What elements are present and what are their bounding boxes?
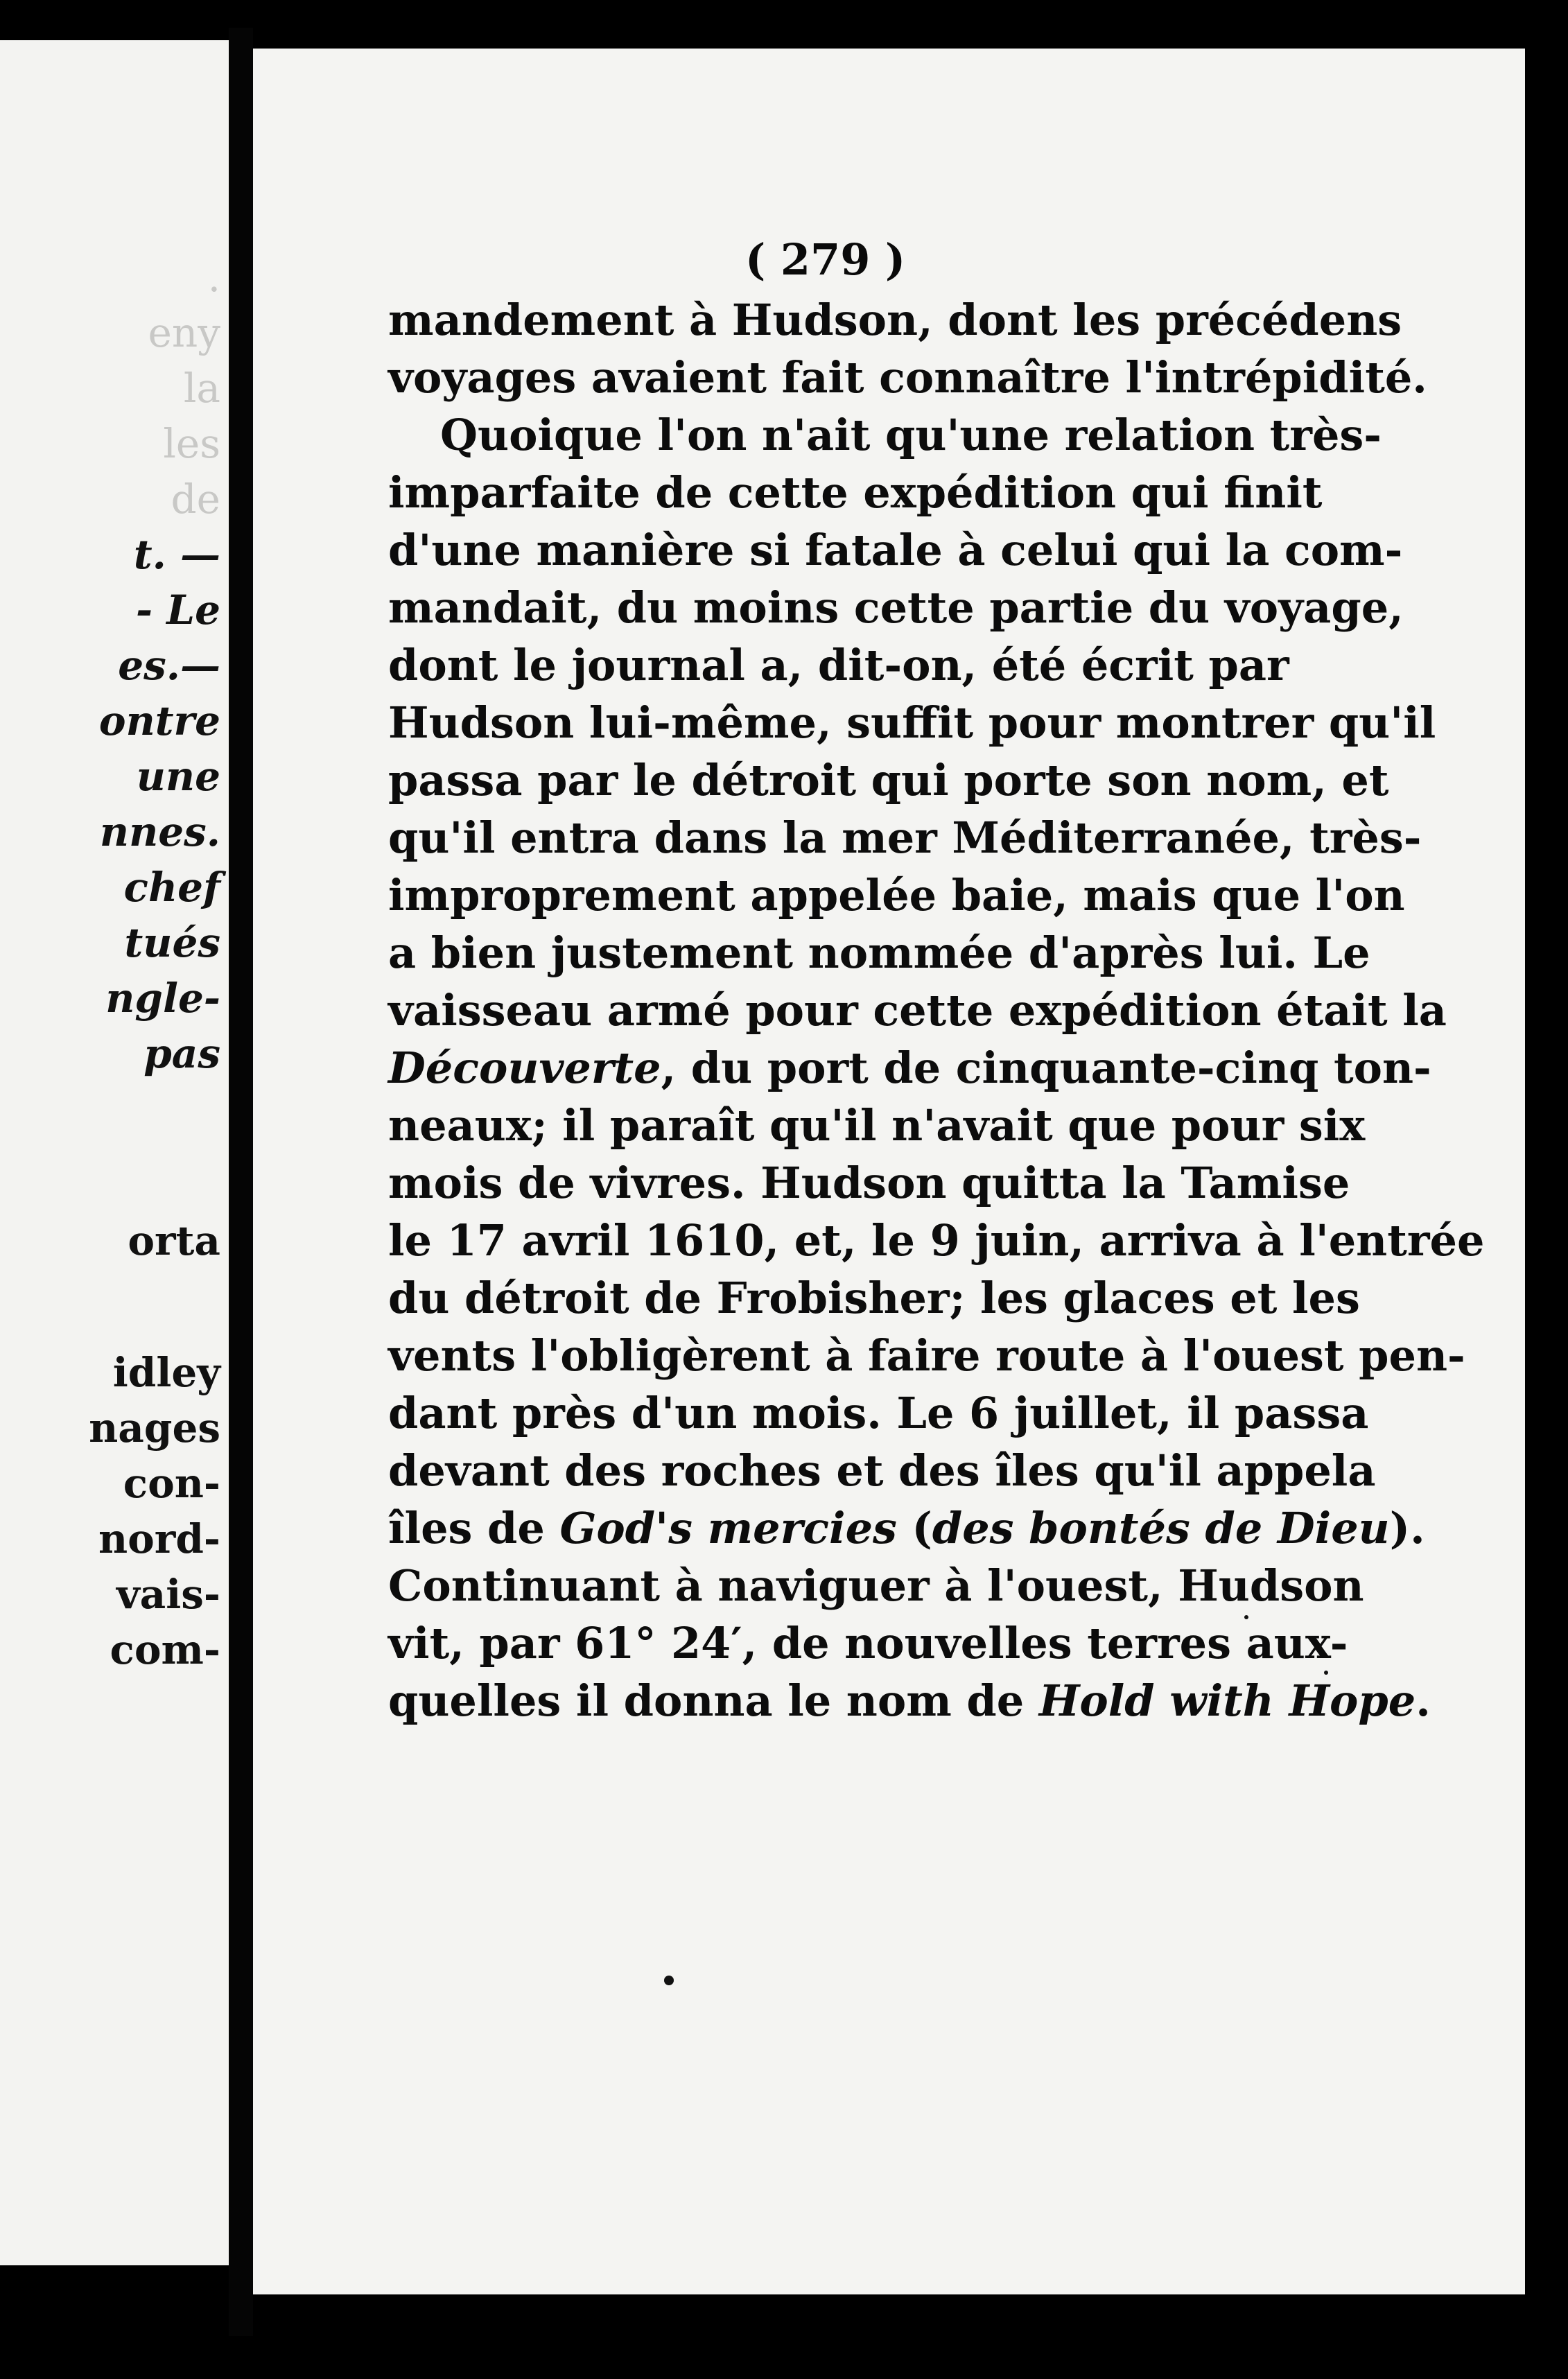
- left-margin-fragment: eny: [148, 309, 220, 356]
- text-run: vit, par 61° 24′, de nouvelles terres aux-: [388, 1618, 1348, 1668]
- book-gutter: [229, 28, 253, 2336]
- text-run: le 17 avril 1610, et, le 9 juin, arriva à l'entrée: [388, 1215, 1485, 1266]
- text-run: quelles il donna le nom de: [388, 1675, 1039, 1726]
- italic-text: des bontés de Dieu: [932, 1503, 1390, 1553]
- text-run: vents l'obligèrent à faire route à l'ouest pen-: [388, 1330, 1465, 1381]
- text-line: [388, 751, 1389, 809]
- left-margin-fragment: nages: [89, 1404, 220, 1452]
- text-line: [388, 579, 1404, 636]
- text-run: voyages avaient fait connaître l'intrépidité.: [388, 352, 1427, 403]
- left-margin-fragment: de: [171, 476, 220, 523]
- text-line: [388, 1442, 1376, 1499]
- left-margin-fragment: pas: [143, 1030, 220, 1077]
- left-margin-fragment: .: [207, 254, 220, 301]
- page-edge-shadow: [1525, 62, 1568, 2379]
- left-margin-fragment: les: [163, 420, 220, 467]
- text-run: d'une manière si fatale à celui qui la com-: [388, 525, 1403, 575]
- left-margin-fragment: com-: [110, 1626, 220, 1673]
- text-line: [388, 521, 1403, 579]
- text-line: [388, 1672, 1431, 1729]
- body-text: [388, 291, 1485, 1729]
- text-line: [388, 866, 1405, 924]
- text-line: [388, 1039, 1431, 1097]
- text-run: dant près d'un mois. Le 6 juillet, il passa: [388, 1388, 1369, 1438]
- italic-text: God's mercies: [559, 1503, 897, 1553]
- italic-text: Découverte: [388, 1043, 661, 1093]
- left-margin-fragment: es.—: [118, 642, 220, 689]
- left-margin-fragment: tués: [124, 919, 220, 966]
- text-run: Quoique l'on n'ait qu'une relation très-: [440, 410, 1382, 460]
- left-margin-fragment: t. —: [133, 531, 220, 578]
- text-run: a bien justement nommée d'après lui. Le: [388, 927, 1370, 978]
- left-margin-fragment: con-: [123, 1460, 220, 1507]
- text-run: passa par le détroit qui porte son nom, et: [388, 755, 1389, 805]
- text-run: devant des roches et des îles qu'il appela: [388, 1445, 1376, 1496]
- text-line: [388, 1384, 1369, 1442]
- left-margin-fragment: nord-: [98, 1515, 220, 1562]
- text-run: improprement appelée baie, mais que l'on: [388, 870, 1405, 921]
- text-run: Hudson lui-même, suffit pour montrer qu'il: [388, 697, 1436, 748]
- left-page-fragment: [0, 40, 229, 2265]
- text-run: vaisseau armé pour cette expédition était la: [388, 985, 1447, 1036]
- text-run: neaux; il paraît qu'il n'avait que pour six: [388, 1100, 1366, 1151]
- text-line: [388, 982, 1447, 1039]
- text-run: (: [896, 1503, 932, 1553]
- text-run: imparfaite de cette expédition qui finit: [388, 467, 1323, 518]
- text-line: [388, 809, 1422, 866]
- text-line: [388, 1557, 1364, 1614]
- left-margin-fragment: ngle-: [105, 975, 220, 1022]
- page-number: ( 279 ): [745, 234, 906, 285]
- text-line: [388, 1154, 1350, 1212]
- text-line: [388, 291, 1402, 349]
- text-line: [388, 1499, 1425, 1557]
- text-run: Continuant à naviguer à l'ouest, Hudson: [388, 1560, 1364, 1611]
- left-margin-fragment: une: [136, 753, 220, 800]
- text-line: [388, 924, 1370, 982]
- text-line: [388, 1097, 1366, 1154]
- text-run: qu'il entra dans la mer Méditerranée, très-: [388, 812, 1422, 863]
- text-run: mandement à Hudson, dont les précédens: [388, 295, 1402, 345]
- text-line: [388, 464, 1323, 521]
- text-line: [388, 1269, 1360, 1327]
- ink-speck: [664, 1976, 674, 1985]
- text-line: [388, 406, 1382, 464]
- text-run: .: [1415, 1675, 1431, 1726]
- text-line: [388, 1212, 1485, 1269]
- left-margin-fragment: vais-: [116, 1571, 220, 1618]
- left-margin-fragment: nnes.: [99, 808, 220, 855]
- ink-speck: [1324, 1671, 1328, 1675]
- text-run: ).: [1389, 1503, 1425, 1553]
- left-margin-fragment: idley: [112, 1349, 220, 1396]
- left-margin-fragment: la: [183, 365, 220, 412]
- left-margin-fragment: ontre: [98, 697, 220, 744]
- italic-text: Hold with Hope: [1038, 1675, 1416, 1726]
- text-line: [388, 349, 1427, 406]
- text-line: [388, 694, 1436, 751]
- text-run: , du port de cinquante-cinq ton-: [661, 1043, 1431, 1093]
- left-margin-fragment: - Le: [136, 586, 220, 634]
- text-run: îles de: [388, 1503, 560, 1553]
- text-run: mois de vivres. Hudson quitta la Tamise: [388, 1158, 1350, 1208]
- text-run: du détroit de Frobisher; les glaces et les: [388, 1273, 1360, 1323]
- text-run: mandait, du moins cette partie du voyage,: [388, 582, 1404, 633]
- text-line: [388, 1614, 1348, 1672]
- text-run: dont le journal a, dit-on, été écrit par: [388, 640, 1289, 690]
- text-line: [388, 1327, 1465, 1384]
- left-margin-fragment: chef: [123, 864, 220, 911]
- left-margin-fragment: orta: [128, 1217, 220, 1264]
- text-line: [388, 636, 1289, 694]
